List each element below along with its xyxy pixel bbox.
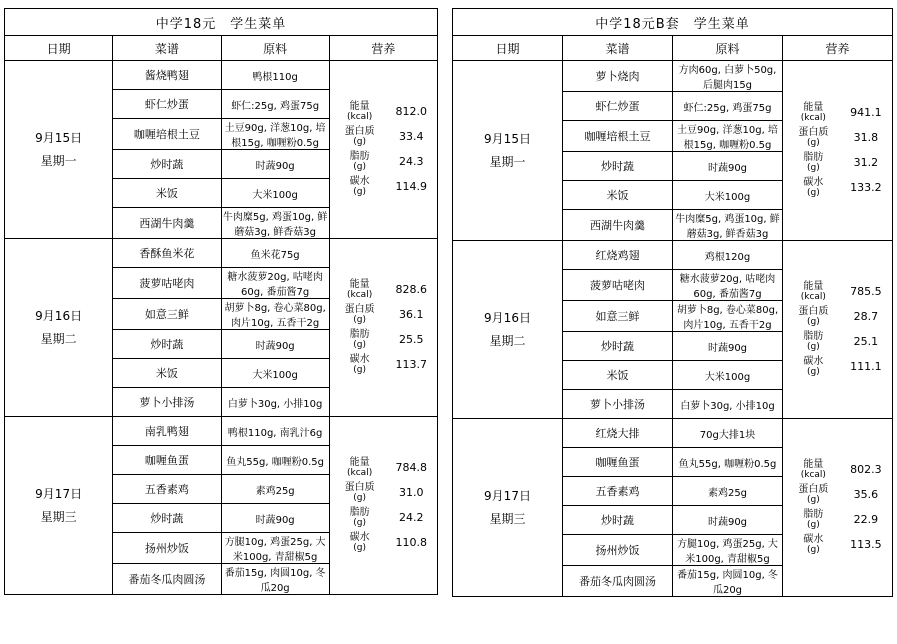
nutrition-row	[332, 353, 435, 378]
nutrition-label: 脂肪 (g)	[803, 509, 824, 530]
nutrition-row	[785, 176, 890, 201]
nutrition-label: 蛋白质 (g)	[798, 484, 829, 505]
ingredients: 白萝卜30g, 小排10g	[673, 390, 783, 419]
column-header-3: 营养	[783, 36, 893, 61]
nutrition-row	[785, 458, 890, 483]
dish-name: 酱烧鸭翅	[113, 61, 221, 90]
weekday-text: 星期二	[40, 331, 77, 346]
ingredients: 胡萝卜8g, 卷心菜80g, 肉片10g, 五香干2g	[673, 301, 783, 332]
nutrition-value: 113.7	[395, 358, 427, 372]
nutrition-value: 31.2	[853, 156, 879, 170]
nutrition-row	[785, 330, 890, 355]
date-cell	[5, 239, 113, 417]
nutrition-label: 蛋白质 (g)	[344, 304, 375, 325]
dish-name: 萝卜小排汤	[113, 388, 221, 417]
table-row	[453, 419, 893, 448]
nutrition-wrap	[330, 96, 437, 204]
nutrition-wrap	[330, 274, 437, 382]
nutrition-label: 能量 (kcal)	[347, 101, 373, 122]
nutrition-row	[785, 305, 890, 330]
date-text: 9月17日	[484, 488, 531, 503]
nutrition-value: 828.6	[395, 283, 427, 297]
column-header-2: 原料	[673, 36, 783, 61]
menu-title: 中学18元B套 学生菜单	[453, 9, 893, 36]
ingredients: 鸡根120g	[673, 241, 783, 270]
nutrition-row	[332, 150, 435, 175]
dish-name: 咖喱培根土豆	[113, 119, 221, 150]
nutrition-value: 785.5	[850, 285, 882, 299]
nutrition-value: 35.6	[853, 488, 879, 502]
nutrition-label: 脂肪 (g)	[349, 151, 370, 172]
nutrition-row	[785, 483, 890, 508]
ingredients: 时蔬90g	[221, 504, 329, 533]
ingredients: 番茄15g, 肉圆10g, 冬瓜20g	[221, 564, 329, 595]
dish-name: 番茄冬瓜肉圆汤	[113, 564, 221, 595]
dish-name: 米饭	[563, 181, 673, 210]
menu-table-body-b	[453, 9, 893, 597]
nutrition-row	[785, 508, 890, 533]
ingredients: 大米100g	[221, 179, 329, 208]
nutrition-row	[785, 151, 890, 176]
nutrition-row	[785, 280, 890, 305]
ingredients: 大米100g	[221, 359, 329, 388]
nutrition-value: 113.5	[850, 538, 882, 552]
menu-header-row	[5, 36, 438, 61]
date-cell	[453, 419, 563, 597]
menu-table	[452, 8, 893, 597]
nutrition-row	[332, 506, 435, 531]
dish-name: 菠萝咕咾肉	[563, 270, 673, 301]
nutrition-label: 能量 (kcal)	[800, 281, 826, 302]
dish-name: 萝卜小排汤	[563, 390, 673, 419]
table-row	[453, 61, 893, 92]
nutrition-cell	[329, 417, 437, 595]
nutrition-value: 22.9	[853, 513, 879, 527]
nutrition-row	[332, 481, 435, 506]
nutrition-label: 碳水 (g)	[803, 534, 824, 555]
ingredients: 方腿10g, 鸡蛋25g, 大米100g, 青甜椒5g	[673, 535, 783, 566]
nutrition-label: 碳水 (g)	[803, 356, 824, 377]
nutrition-value: 941.1	[850, 106, 882, 120]
dish-name: 香酥鱼米花	[113, 239, 221, 268]
nutrition-row	[332, 531, 435, 556]
dish-name: 米饭	[113, 179, 221, 208]
date-text: 9月15日	[35, 130, 83, 145]
menu-table-body-a	[5, 9, 438, 595]
nutrition-value: 110.8	[395, 536, 427, 550]
ingredients: 鱼丸55g, 咖喱粉0.5g	[221, 446, 329, 475]
dish-name: 虾仁炒蛋	[563, 92, 673, 121]
date-text: 9月16日	[35, 308, 83, 323]
ingredients: 70g大排1块	[673, 419, 783, 448]
dish-name: 扬州炒饭	[113, 533, 221, 564]
ingredients: 鱼米花75g	[221, 239, 329, 268]
nutrition-value: 24.2	[399, 511, 424, 525]
ingredients: 胡萝卜8g, 卷心菜80g, 肉片10g, 五香干2g	[221, 299, 329, 330]
nutrition-label: 蛋白质 (g)	[798, 127, 829, 148]
menu-panel-b	[452, 8, 893, 597]
dish-name: 南乳鸭翅	[113, 417, 221, 446]
nutrition-label: 碳水 (g)	[349, 532, 370, 553]
nutrition-cell	[329, 61, 437, 239]
dish-name: 咖喱培根土豆	[563, 121, 673, 152]
nutrition-cell	[783, 241, 893, 419]
menu-title-row	[5, 9, 438, 36]
dish-name: 炒时蔬	[113, 504, 221, 533]
ingredients: 番茄15g, 肉圆10g, 冬瓜20g	[673, 566, 783, 597]
nutrition-row	[332, 100, 435, 125]
nutrition-value: 133.2	[850, 181, 882, 195]
nutrition-wrap	[783, 97, 892, 205]
nutrition-wrap	[330, 452, 437, 560]
weekday-text: 星期一	[40, 153, 77, 168]
dish-name: 咖喱鱼蛋	[113, 446, 221, 475]
dish-name: 炒时蔬	[563, 152, 673, 181]
ingredients: 方腿10g, 鸡蛋25g, 大米100g, 青甜椒5g	[221, 533, 329, 564]
ingredients: 土豆90g, 洋葱10g, 培根15g, 咖喱粉0.5g	[673, 121, 783, 152]
ingredients: 时蔬90g	[221, 330, 329, 359]
nutrition-table	[785, 280, 890, 380]
dish-name: 西湖牛肉羹	[113, 208, 221, 239]
nutrition-label: 蛋白质 (g)	[798, 306, 829, 327]
menu-table	[4, 8, 438, 595]
nutrition-table	[332, 456, 435, 556]
ingredients: 时蔬90g	[221, 150, 329, 179]
nutrition-value: 812.0	[395, 105, 427, 119]
table-row	[453, 241, 893, 270]
nutrition-value: 33.4	[399, 130, 424, 144]
weekday-text: 星期二	[489, 333, 526, 348]
nutrition-value: 24.3	[399, 155, 424, 169]
date-cell	[5, 417, 113, 595]
nutrition-row	[785, 126, 890, 151]
nutrition-wrap	[783, 454, 892, 562]
dish-name: 扬州炒饭	[563, 535, 673, 566]
dish-name: 五香素鸡	[113, 475, 221, 504]
ingredients: 鸭根110g, 南乳汁6g	[221, 417, 329, 446]
ingredients: 牛肉糜5g, 鸡蛋10g, 鲜蘑菇3g, 鲜香菇3g	[221, 208, 329, 239]
nutrition-label: 脂肪 (g)	[803, 152, 824, 173]
ingredients: 白萝卜30g, 小排10g	[221, 388, 329, 417]
ingredients: 时蔬90g	[673, 506, 783, 535]
nutrition-row	[332, 125, 435, 150]
nutrition-cell	[329, 239, 437, 417]
ingredients: 素鸡25g	[221, 475, 329, 504]
dish-name: 番茄冬瓜肉圆汤	[563, 566, 673, 597]
dish-name: 菠萝咕咾肉	[113, 268, 221, 299]
weekday-text: 星期三	[40, 509, 77, 524]
ingredients: 大米100g	[673, 181, 783, 210]
menu-title: 中学18元 学生菜单	[5, 9, 438, 36]
nutrition-table	[785, 101, 890, 201]
nutrition-row	[332, 328, 435, 353]
ingredients: 虾仁:25g, 鸡蛋75g	[673, 92, 783, 121]
nutrition-label: 碳水 (g)	[349, 354, 370, 375]
ingredients: 牛肉糜5g, 鸡蛋10g, 鲜蘑菇3g, 鲜香菇3g	[673, 210, 783, 241]
nutrition-table	[332, 278, 435, 378]
dish-name: 米饭	[113, 359, 221, 388]
date-text: 9月17日	[35, 486, 83, 501]
dish-name: 虾仁炒蛋	[113, 90, 221, 119]
nutrition-label: 脂肪 (g)	[803, 331, 824, 352]
nutrition-value: 31.0	[399, 486, 424, 500]
nutrition-label: 碳水 (g)	[349, 176, 370, 197]
date-cell	[453, 61, 563, 241]
nutrition-value: 114.9	[395, 180, 427, 194]
menu-panel-a	[4, 8, 438, 595]
nutrition-value: 31.8	[853, 131, 879, 145]
column-header-1: 菜谱	[563, 36, 673, 61]
column-header-0: 日期	[453, 36, 563, 61]
ingredients: 素鸡25g	[673, 477, 783, 506]
nutrition-value: 28.7	[853, 310, 879, 324]
nutrition-value: 36.1	[399, 308, 424, 322]
nutrition-label: 能量 (kcal)	[800, 459, 826, 480]
nutrition-row	[785, 355, 890, 380]
nutrition-label: 能量 (kcal)	[347, 279, 373, 300]
dish-name: 咖喱鱼蛋	[563, 448, 673, 477]
ingredients: 糖水菠萝20g, 咕咾肉60g, 番茄酱7g	[221, 268, 329, 299]
weekday-text: 星期一	[489, 154, 526, 169]
table-row	[5, 239, 438, 268]
ingredients: 土豆90g, 洋葱10g, 培根15g, 咖喱粉0.5g	[221, 119, 329, 150]
nutrition-row	[332, 175, 435, 200]
date-text: 9月15日	[484, 131, 531, 146]
ingredients: 虾仁:25g, 鸡蛋75g	[221, 90, 329, 119]
nutrition-label: 能量 (kcal)	[800, 102, 826, 123]
weekday-text: 星期三	[489, 511, 526, 526]
ingredients: 糖水菠萝20g, 咕咾肉60g, 番茄酱7g	[673, 270, 783, 301]
nutrition-label: 脂肪 (g)	[349, 329, 370, 350]
table-row	[5, 417, 438, 446]
nutrition-label: 碳水 (g)	[803, 177, 824, 198]
ingredients: 大米100g	[673, 361, 783, 390]
nutrition-value: 111.1	[850, 360, 882, 374]
nutrition-value: 25.1	[853, 335, 879, 349]
nutrition-wrap	[783, 276, 892, 384]
dish-name: 萝卜烧肉	[563, 61, 673, 92]
dish-name: 炒时蔬	[113, 330, 221, 359]
dish-name: 炒时蔬	[113, 150, 221, 179]
column-header-0: 日期	[5, 36, 113, 61]
ingredients: 时蔬90g	[673, 332, 783, 361]
ingredients: 鱼丸55g, 咖喱粉0.5g	[673, 448, 783, 477]
nutrition-cell	[783, 61, 893, 241]
nutrition-label: 脂肪 (g)	[349, 507, 370, 528]
dish-name: 如意三鲜	[113, 299, 221, 330]
dish-name: 炒时蔬	[563, 506, 673, 535]
nutrition-row	[785, 533, 890, 558]
table-row	[5, 61, 438, 90]
nutrition-row	[332, 278, 435, 303]
nutrition-value: 784.8	[395, 461, 427, 475]
nutrition-table	[332, 100, 435, 200]
nutrition-label: 能量 (kcal)	[347, 457, 373, 478]
ingredients: 方肉60g, 白萝卜50g, 后腿肉15g	[673, 61, 783, 92]
date-text: 9月16日	[484, 310, 531, 325]
nutrition-label: 蛋白质 (g)	[344, 482, 375, 503]
column-header-1: 菜谱	[113, 36, 221, 61]
column-header-2: 原料	[221, 36, 329, 61]
date-cell	[5, 61, 113, 239]
nutrition-label: 蛋白质 (g)	[344, 126, 375, 147]
dish-name: 如意三鲜	[563, 301, 673, 332]
dish-name: 红烧鸡翅	[563, 241, 673, 270]
nutrition-row	[332, 456, 435, 481]
date-cell	[453, 241, 563, 419]
menu-header-row	[453, 36, 893, 61]
dish-name: 西湖牛肉羹	[563, 210, 673, 241]
nutrition-value: 802.3	[850, 463, 882, 477]
ingredients: 时蔬90g	[673, 152, 783, 181]
dish-name: 炒时蔬	[563, 332, 673, 361]
ingredients: 鸭根110g	[221, 61, 329, 90]
nutrition-table	[785, 458, 890, 558]
nutrition-cell	[783, 419, 893, 597]
column-header-3: 营养	[329, 36, 437, 61]
dish-name: 五香素鸡	[563, 477, 673, 506]
nutrition-value: 25.5	[399, 333, 424, 347]
nutrition-row	[785, 101, 890, 126]
menu-title-row	[453, 9, 893, 36]
dish-name: 红烧大排	[563, 419, 673, 448]
dish-name: 米饭	[563, 361, 673, 390]
nutrition-row	[332, 303, 435, 328]
